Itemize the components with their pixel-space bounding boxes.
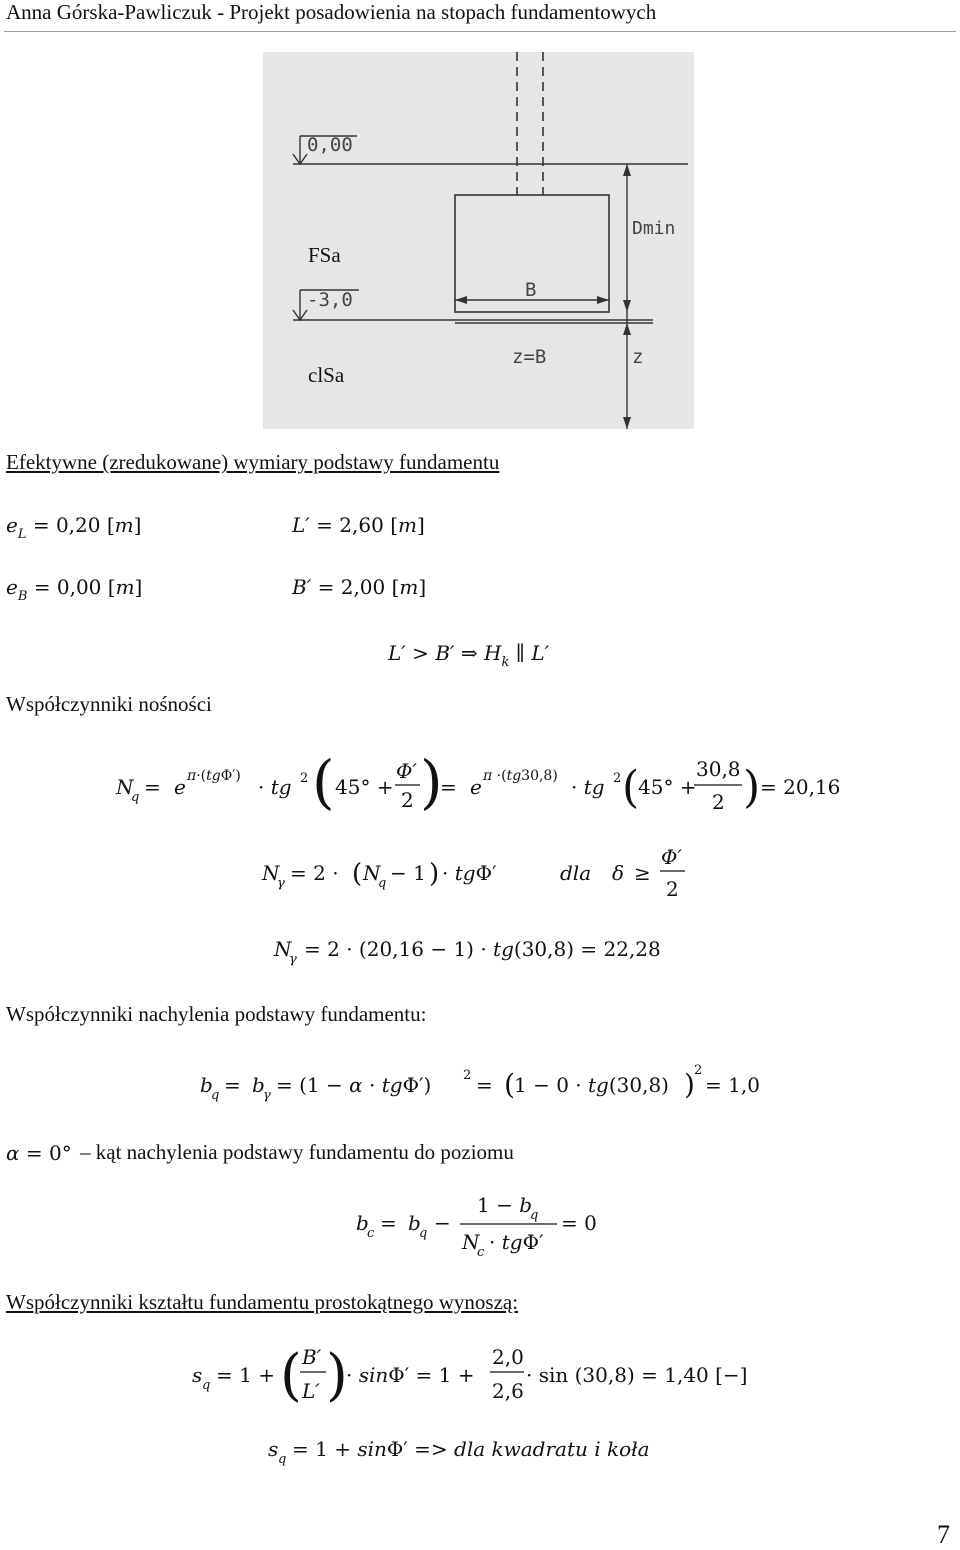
svg-text:N: N — [274, 937, 292, 961]
svg-text:c: c — [367, 1226, 375, 1241]
section-inclination-factors: Współczynniki nachylenia podstawy fundamentu: — [6, 1002, 427, 1026]
svg-text:α = 0°: α = 0° — [6, 1141, 72, 1165]
svg-text:): ) — [429, 859, 440, 889]
svg-text:= 2 ·: = 2 · — [290, 861, 339, 885]
svg-text:=: = — [144, 775, 161, 799]
svg-text:· tg: · tg — [258, 775, 292, 799]
svg-text:): ) — [684, 1068, 695, 1101]
svg-text:= 20,16: = 20,16 — [760, 775, 841, 799]
svg-text:· tgΦ′: · tgΦ′ — [489, 1230, 544, 1254]
eq-Bp — [292, 570, 552, 611]
svg-text:s: s — [268, 1437, 279, 1461]
svg-text:q: q — [278, 1452, 287, 1467]
svg-text:45° +: 45° + — [638, 775, 697, 799]
eq-sq — [192, 1340, 782, 1415]
svg-text:−: − — [434, 1211, 451, 1235]
svg-text:= 0: = 0 — [561, 1211, 597, 1235]
eq-Ng-general — [262, 844, 702, 913]
dim-z-eq-b-label: z=B — [512, 346, 547, 368]
svg-text:=: = — [476, 1073, 493, 1097]
svg-text:(: ( — [622, 762, 640, 813]
svg-text:2: 2 — [401, 788, 414, 812]
svg-text:(: ( — [312, 748, 335, 816]
svg-text:L′: L′ — [302, 1379, 320, 1403]
section-bearing-factors: Współczynniki nośności — [6, 692, 212, 716]
svg-text:Φ′: Φ′ — [661, 845, 682, 869]
svg-text:2: 2 — [463, 1068, 472, 1083]
svg-text:e: e — [174, 775, 186, 799]
svg-text:2,6: 2,6 — [492, 1379, 524, 1403]
svg-text:q: q — [530, 1208, 539, 1223]
svg-text:): ) — [326, 1343, 348, 1408]
svg-text:2: 2 — [613, 771, 622, 786]
svg-text:= 1,0: = 1,0 — [705, 1073, 760, 1097]
svg-text:30,8: 30,8 — [696, 757, 741, 781]
svg-text:1 − 0 · tg(30,8): 1 − 0 · tg(30,8) — [514, 1073, 669, 1097]
soil-top-label: FSa — [308, 243, 341, 267]
svg-text:dla: dla — [560, 861, 592, 885]
svg-text:2: 2 — [300, 771, 309, 786]
svg-text:b: b — [356, 1211, 369, 1235]
svg-text:(: ( — [352, 859, 363, 889]
svg-text:s: s — [192, 1363, 203, 1387]
page-number: 7 — [937, 1520, 950, 1549]
eq-eB — [6, 570, 266, 611]
alpha-desc-text: kąt nachylenia podstawy fundamentu do poziomu — [95, 1140, 514, 1164]
svg-text:2: 2 — [712, 790, 725, 814]
section-effective-dims: Efektywne (zredukowane) wymiary podstawy fundamentu — [6, 450, 500, 474]
header-rule — [4, 31, 956, 32]
svg-text:1 − b: 1 − b — [477, 1193, 533, 1217]
svg-text:· sinΦ′ = 1 +: · sinΦ′ = 1 + — [346, 1363, 475, 1387]
svg-text:N: N — [363, 861, 381, 885]
alpha-description: – kąt nachylenia podstawy fundamentu do poziomu — [80, 1140, 514, 1164]
svg-text:π·(tgΦ′): π·(tgΦ′) — [187, 768, 241, 784]
eq-eL — [6, 508, 266, 549]
dim-z-label: z — [632, 346, 644, 368]
svg-text:c: c — [477, 1245, 485, 1260]
eq-Nq — [116, 748, 856, 827]
svg-text:· tgΦ′: · tgΦ′ — [442, 861, 497, 885]
svg-text:=: = — [224, 1073, 241, 1097]
svg-text:): ) — [743, 762, 761, 813]
svg-text:q: q — [202, 1378, 211, 1393]
dim-dmin-label: Dmin — [632, 218, 676, 239]
svg-text:δ: δ — [612, 861, 625, 885]
svg-text:γ: γ — [263, 1088, 271, 1103]
svg-text:N: N — [462, 1230, 480, 1254]
page-header: Anna Górska-Pawliczuk - Projekt posadowienia na stopach fundamentowych — [6, 0, 657, 24]
svg-text:2,0: 2,0 — [492, 1345, 524, 1369]
svg-text:q: q — [211, 1088, 220, 1103]
svg-text:b: b — [408, 1211, 421, 1235]
svg-text:q: q — [378, 876, 387, 891]
svg-text:2: 2 — [666, 877, 679, 901]
svg-text:q: q — [131, 790, 140, 805]
eq-sq-square — [268, 1432, 708, 1475]
svg-text:− 1: − 1 — [390, 861, 426, 885]
svg-text:e: e — [470, 775, 482, 799]
svg-text:eL = 0,20 [m]: $e_L = 0,20$ [m] — [6, 513, 142, 542]
svg-text:q: q — [419, 1226, 428, 1241]
svg-text:): ) — [420, 748, 443, 816]
eq-bq — [200, 1062, 780, 1111]
svg-text:B′ = 2,00 [m]: B′ = 2,00 [m] — [292, 575, 427, 599]
svg-text:= (1 − α · tgΦ′): = (1 − α · tgΦ′) — [276, 1073, 432, 1097]
level-top-label: 0,00 — [307, 134, 353, 156]
svg-text:γ: γ — [277, 876, 285, 891]
svg-text:N: N — [116, 775, 134, 799]
svg-text:Φ′: Φ′ — [396, 759, 417, 783]
svg-text:=: = — [380, 1211, 397, 1235]
svg-text:2: 2 — [694, 1063, 703, 1078]
svg-text:b: b — [252, 1073, 265, 1097]
foundation-drawing — [263, 52, 694, 429]
svg-text:γ: γ — [289, 952, 297, 967]
svg-text:· sin (30,8) = 1,40 [−]: · sin (30,8) = 1,40 [−] — [526, 1363, 748, 1387]
svg-text:= 1 +: = 1 + — [216, 1363, 275, 1387]
svg-text:N: N — [262, 861, 280, 885]
svg-text:L′ = 2,60 [m]: L′ = 2,60 [m] — [292, 513, 425, 537]
svg-text:B′: B′ — [302, 1345, 322, 1369]
dim-b-label: B — [525, 279, 537, 301]
level-bottom-label: -3,0 — [307, 289, 353, 311]
svg-text:(: ( — [504, 1068, 515, 1101]
svg-text:b: b — [200, 1073, 213, 1097]
svg-text:· tg: · tg — [571, 775, 605, 799]
svg-text:≥: ≥ — [634, 861, 651, 885]
soil-bottom-label: clSa — [308, 363, 345, 387]
svg-text:eB = 0,00 [m]: $e_B = 0,00$ [m] — [6, 575, 143, 604]
svg-text:= 2 · (20,16 − 1) · tg(30,8) =: = 2 · (20,16 − 1) · tg(30,8) = 22,28 — [304, 937, 661, 961]
svg-text:π ·(tg30,8): π ·(tg30,8) — [483, 768, 558, 784]
eq-Lp — [292, 508, 552, 549]
svg-text:= 1 + sinΦ′ => dla kwadratu i: = 1 + sinΦ′ => dla kwadratu i koła — [292, 1437, 650, 1461]
svg-text:L′ > B′ ⇒ Hk ∥ L′: L′ > B′ ⇒ $H_k$ ∥ L′ — [388, 641, 550, 670]
eq-Ng-value — [274, 930, 714, 975]
section-shape-factors: Współczynniki kształtu fundamentu prostokątnego wynoszą: — [6, 1290, 519, 1314]
svg-text:(: ( — [280, 1343, 302, 1408]
svg-text:45° +: 45° + — [335, 775, 394, 799]
eq-LB — [388, 636, 608, 677]
eq-bc — [356, 1190, 616, 1265]
svg-text:=: = — [440, 775, 457, 799]
